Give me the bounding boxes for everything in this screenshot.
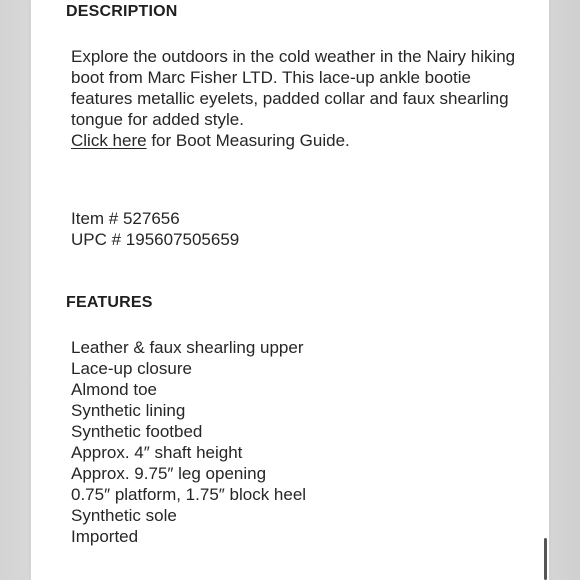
feature-item: Synthetic sole — [71, 506, 177, 525]
description-heading: DESCRIPTION — [66, 3, 178, 20]
item-number: Item # 527656 — [71, 209, 180, 228]
vertical-scrollbar[interactable] — [544, 538, 547, 580]
measuring-guide-suffix: for Boot Measuring Guide. — [146, 131, 350, 150]
feature-item: 0.75″ platform, 1.75″ block heel — [71, 485, 307, 504]
feature-item: Imported — [71, 527, 139, 546]
measuring-guide-line — [71, 130, 531, 151]
feature-item: Synthetic lining — [71, 401, 186, 420]
feature-item: Approx. 4″ shaft height — [71, 443, 243, 462]
product-identifiers — [71, 208, 531, 250]
upc-number: UPC # 195607505659 — [71, 230, 240, 249]
features-list — [71, 337, 306, 547]
feature-item: Lace-up closure — [71, 359, 192, 378]
product-details-card — [31, 0, 549, 580]
description-paragraph: Explore the outdoors in the cold weather in the Nairy hiking boot from Marc Fisher LTD. This lace-up ankle bootie features metallic eyelets, padded collar and faux shearling tongue for added style. — [71, 47, 516, 129]
feature-item: Almond toe — [71, 380, 157, 399]
features-heading: FEATURES — [66, 294, 153, 311]
feature-item: Leather & faux shearling upper — [71, 338, 304, 357]
feature-item: Synthetic footbed — [71, 422, 203, 441]
feature-item: Approx. 9.75″ leg opening — [71, 464, 267, 483]
boot-measuring-guide-link[interactable]: Click here — [71, 131, 147, 150]
description-body — [71, 46, 531, 151]
